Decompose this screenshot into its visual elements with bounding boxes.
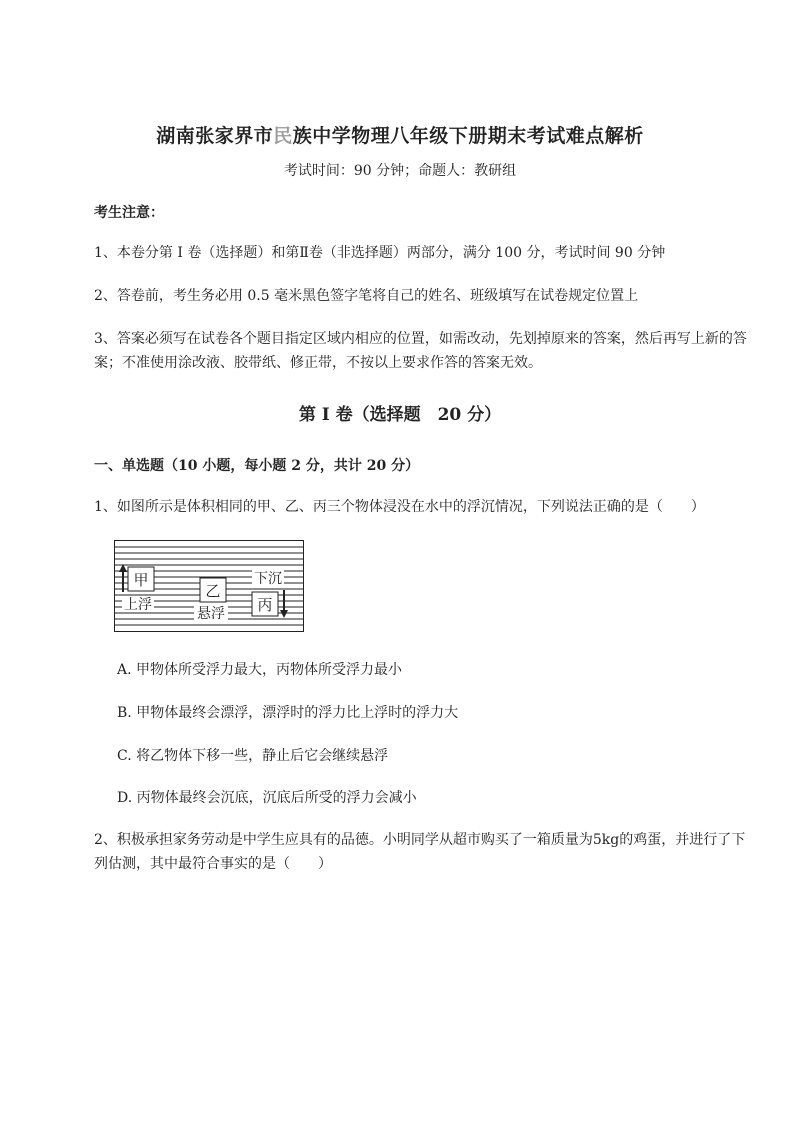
- figure-label-2: 悬浮: [197, 606, 225, 622]
- option-d: D. 丙物体最终会沉底，沉底后所受的浮力会减小: [117, 790, 417, 806]
- figure-label-1: 上浮: [124, 597, 152, 613]
- option-b: B. 甲物体最终会漂浮，漂浮时的浮力比上浮时的浮力大: [117, 705, 459, 721]
- figure-box-1: 甲: [133, 571, 149, 589]
- page-title: [0, 121, 800, 148]
- exam-subtitle: 考试时间：90 分钟；命题人：教研组: [283, 163, 517, 179]
- section-title: 第 I 卷（选择题 20 分）: [298, 405, 502, 425]
- notice-item-1: 1、本卷分第 I 卷（选择题）和第Ⅱ卷（非选择题）两部分，满分 100 分，考试时间 90 分钟: [94, 245, 666, 261]
- figure-box-2: 乙: [205, 582, 221, 600]
- question-1-stem: 1、如图所示是体积相同的甲、乙、丙三个物体浸没在水中的浮沉情况，下列说法正确的是（ ）: [94, 499, 705, 515]
- figure-label-3: 下沉: [254, 571, 282, 587]
- notice-heading: 考生注意：: [94, 205, 164, 221]
- title-part-1: 湖南张家界市: [156, 125, 274, 147]
- option-a: A. 甲物体所受浮力最大，丙物体所受浮力最小: [117, 662, 403, 678]
- figure-box-3: 丙: [257, 596, 273, 614]
- question-2-stem: 2、积极承担家务劳动是中学生应具有的品德。小明同学从超市购买了一箱质量为5kg的鸡蛋，并进行了下列估测，其中最符合事实的是（ ）: [94, 832, 746, 872]
- option-c: C. 将乙物体下移一些，静止后它会继续悬浮: [117, 748, 389, 764]
- notice-item-3: 3、答案必须写在试卷各个题目指定区域内相应的位置，如需改动，先划掉原来的答案，然后再写上新的答案；不准使用涂改液、胶带纸、修正带，不按以上要求作答的答案无效。: [94, 331, 747, 371]
- title-part-2: 族中学物理八年级下册期末考试难点解析: [292, 125, 644, 147]
- title-gray-char: 民: [273, 125, 293, 147]
- buoyancy-figure: [114, 540, 304, 632]
- part-heading: 一、单选题（10 小题，每小题 2 分，共计 20 分）: [94, 458, 420, 474]
- notice-item-2: 2、答卷前，考生务必用 0.5 毫米黑色签字笔将自己的姓名、班级填写在试卷规定位置上: [94, 288, 639, 304]
